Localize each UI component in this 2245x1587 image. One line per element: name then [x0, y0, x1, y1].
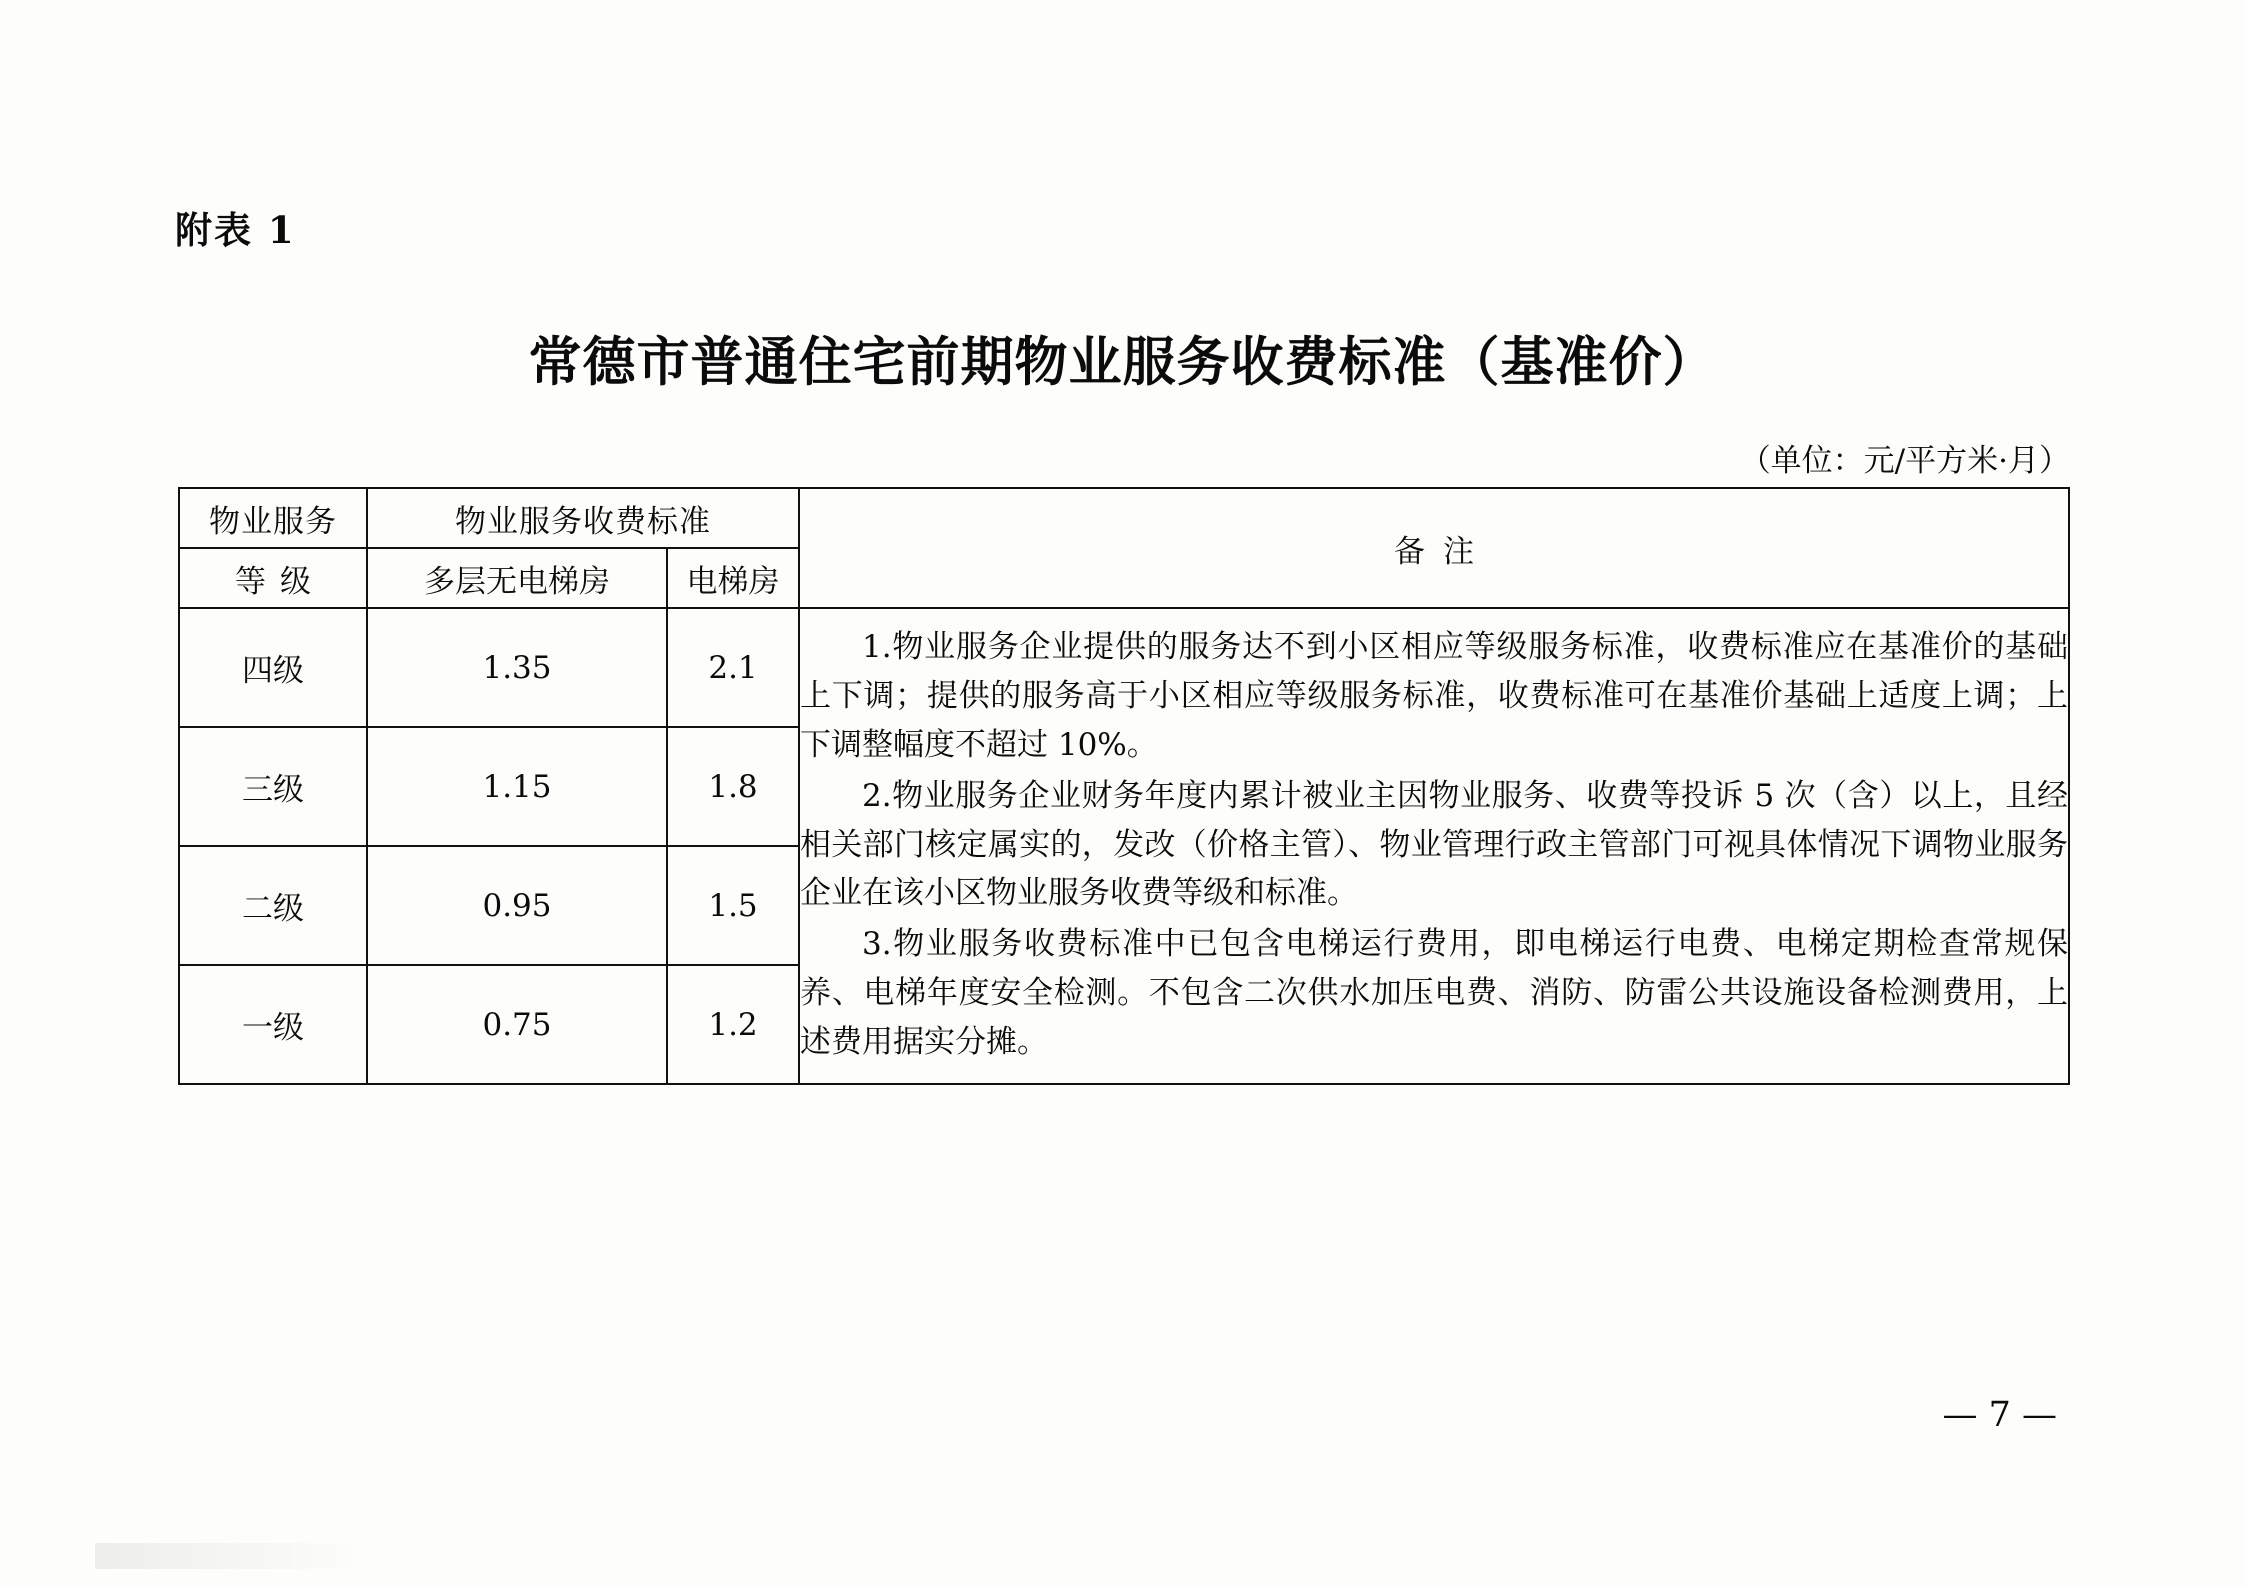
remark-item-1: 1.物业服务企业提供的服务达不到小区相应等级服务标准，收费标准应在基准价的基础上下调；提供的服务高于小区相应等级服务标准，收费标准可在基准价基础上适度上调；上下调整幅度不超过 10%。 [800, 628, 2068, 763]
cell-multi-storey: 0.95 [367, 846, 667, 965]
cell-multi-storey: 1.15 [367, 727, 667, 846]
cell-multi-storey: 1.35 [367, 608, 667, 727]
cell-grade: 一级 [179, 965, 367, 1084]
cell-multi-storey: 0.75 [367, 965, 667, 1084]
table-row [179, 608, 2069, 727]
cell-elevator: 1.5 [667, 846, 799, 965]
header-sub-elevator: 电梯房 [667, 548, 799, 608]
unit-note: （单位：元/平方米·月） [1739, 443, 2070, 479]
cell-grade: 四级 [179, 608, 367, 727]
cell-elevator: 1.8 [667, 727, 799, 846]
header-remarks: 备注 [799, 488, 2069, 608]
attachment-label: 附表 1 [175, 208, 296, 252]
header-grade-line1: 物业服务 [179, 488, 367, 548]
page-title: 常德市普通住宅前期物业服务收费标准（基准价） [528, 331, 1717, 393]
scan-artifact [95, 1543, 355, 1569]
page-number: — 7 — [1942, 1395, 2057, 1435]
fee-standard-table [178, 487, 2070, 1085]
cell-grade: 三级 [179, 727, 367, 846]
remarks-cell [799, 608, 2069, 1084]
header-sub-multi-storey: 多层无电梯房 [367, 548, 667, 608]
cell-grade: 二级 [179, 846, 367, 965]
cell-elevator: 1.2 [667, 965, 799, 1084]
header-grade-line2: 等级 [179, 548, 367, 608]
remark-item-3: 3.物业服务收费标准中已包含电梯运行费用，即电梯运行电费、电梯定期检查常规保养、电梯年度安全检测。不包含二次供水加压电费、消防、防雷公共设施设备检测费用，上述费用据实分摊。 [800, 926, 2068, 1061]
table-header-row-1 [179, 488, 2069, 548]
cell-elevator: 2.1 [667, 608, 799, 727]
remark-item-2: 2.物业服务企业财务年度内累计被业主因物业服务、收费等投诉 5 次（含）以上，且经相关部门核定属实的，发改（价格主管）、物业管理行政主管部门可视具体情况下调物业服务企业在该小区物业服务收费等级和标准。 [800, 777, 2068, 912]
header-fee-group: 物业服务收费标准 [367, 488, 799, 548]
